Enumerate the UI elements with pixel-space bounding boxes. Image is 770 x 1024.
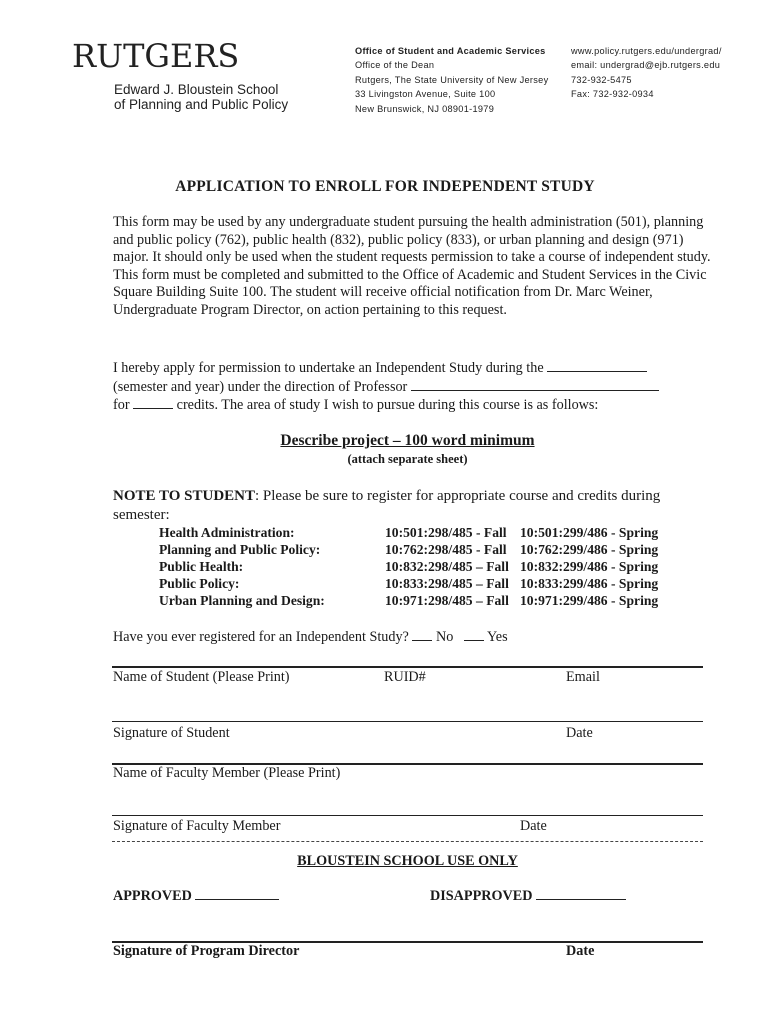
school-use-heading: BLOUSTEIN SCHOOL USE ONLY [297, 853, 518, 869]
student-signature-label: Signature of Student [113, 725, 230, 741]
apply-text-1: I hereby apply for permission to undertake an Independent Study during the [113, 360, 544, 376]
student-signature-line[interactable] [112, 721, 703, 722]
email-label: Email [566, 669, 600, 685]
course-fall: 10:971:298/485 – Fall [385, 593, 509, 608]
school-name [114, 82, 288, 112]
contact-block [571, 44, 722, 102]
course-row [159, 525, 679, 542]
student-date-label: Date [566, 725, 593, 741]
approved-field [113, 887, 279, 905]
option-no-label: No [435, 629, 454, 645]
form-title: APPLICATION TO ENROLL FOR INDEPENDENT STUDY [175, 178, 595, 195]
semester-blank[interactable] [547, 359, 647, 372]
disapproved-label: DISAPPROVED [430, 888, 533, 904]
option-yes-label: Yes [486, 629, 508, 645]
note-text: : Please be sure to register for appropriate course and credits during semester: [113, 488, 661, 523]
course-fall: 10:832:298/485 – Fall [385, 559, 509, 574]
note-to-student [113, 487, 713, 525]
describe-project-heading: Describe project – 100 word minimum [280, 432, 535, 449]
ruid-label: RUID# [384, 669, 426, 685]
course-spring: 10:762:299/486 - Spring [520, 542, 659, 557]
student-name-label: Name of Student (Please Print) [113, 669, 290, 685]
phone-text: 732-932-5475 [571, 74, 632, 85]
dashed-divider [112, 841, 703, 842]
school-name-line2: of Planning and Public Policy [114, 97, 289, 112]
course-name: Public Policy: [159, 576, 240, 591]
disapproved-blank[interactable] [536, 887, 626, 900]
office-line: 33 Livingston Avenue, Suite 100 [355, 89, 496, 100]
course-name: Urban Planning and Design: [159, 593, 325, 608]
director-date-label: Date [566, 943, 595, 959]
apply-text-3: for [113, 397, 130, 414]
credits-blank[interactable] [133, 396, 173, 409]
course-row [159, 576, 679, 593]
email-text: email: undergrad@ejb.rutgers.edu [571, 60, 721, 71]
course-spring: 10:501:299/486 - Spring [520, 525, 659, 540]
apply-text-4: credits. The area of study I wish to pursue during this course is as follows: [176, 397, 599, 414]
office-address-block [355, 44, 549, 116]
course-row [159, 542, 679, 559]
note-label: NOTE TO STUDENT [113, 488, 255, 504]
school-name-line1: Edward J. Bloustein School [114, 82, 279, 97]
faculty-date-label: Date [520, 818, 547, 834]
approved-blank[interactable] [195, 887, 279, 900]
office-line: Rutgers, The State University of New Jersey [355, 74, 549, 85]
professor-blank[interactable] [411, 378, 659, 391]
office-line: Office of the Dean [355, 60, 435, 71]
fax-text: Fax: 732-932-0934 [571, 89, 654, 100]
student-name-line[interactable] [112, 666, 703, 668]
course-spring: 10:832:299/486 - Spring [520, 559, 659, 574]
course-fall: 10:833:298/485 – Fall [385, 576, 509, 591]
course-fall: 10:501:298/485 - Fall [385, 525, 507, 540]
director-signature-label: Signature of Program Director [113, 943, 300, 959]
course-name: Public Health: [159, 559, 244, 574]
course-name: Health Administration: [159, 525, 295, 540]
course-row [159, 559, 679, 576]
yes-checkbox[interactable] [464, 628, 484, 641]
question-text: Have you ever registered for an Independent Study? [113, 629, 409, 645]
no-checkbox[interactable] [412, 628, 432, 641]
approved-label: APPROVED [113, 888, 192, 904]
website-text: www.policy.rutgers.edu/undergrad/ [571, 46, 722, 56]
rutgers-logo: RUTGERS [72, 37, 240, 75]
prior-registration-question [113, 628, 508, 646]
course-spring: 10:971:299/486 - Spring [520, 593, 659, 608]
attach-sheet-note: (attach separate sheet) [347, 452, 468, 466]
office-line: New Brunswick, NJ 08901-1979 [355, 103, 495, 114]
course-name: Planning and Public Policy: [159, 542, 321, 557]
course-fall: 10:762:298/485 - Fall [385, 542, 507, 557]
faculty-name-label: Name of Faculty Member (Please Print) [113, 765, 341, 781]
intro-paragraph: This form may be used by any undergraduate student pursuing the health administration (501), planning and public policy (762), public health (832), public policy (833), or urban planning and design (971) major. It should only be used when the student requests permission to take a course of independent study. This form must be completed and submitted to the Office of Academic and Student Services in the Civic Square Building Suite 100. The student will receive official notification from Dr. Marc Weiner, Undergraduate Program Director, on action pertaining to this request. [113, 214, 711, 318]
faculty-signature-line[interactable] [112, 815, 703, 816]
faculty-signature-label: Signature of Faculty Member [113, 818, 281, 834]
course-spring: 10:833:299/486 - Spring [520, 576, 659, 591]
disapproved-field [430, 887, 626, 905]
office-line: Office of Student and Academic Services [355, 46, 546, 56]
apply-text-2: (semester and year) under the direction of Professor [113, 378, 408, 395]
application-paragraph [113, 359, 713, 415]
course-row [159, 593, 679, 610]
